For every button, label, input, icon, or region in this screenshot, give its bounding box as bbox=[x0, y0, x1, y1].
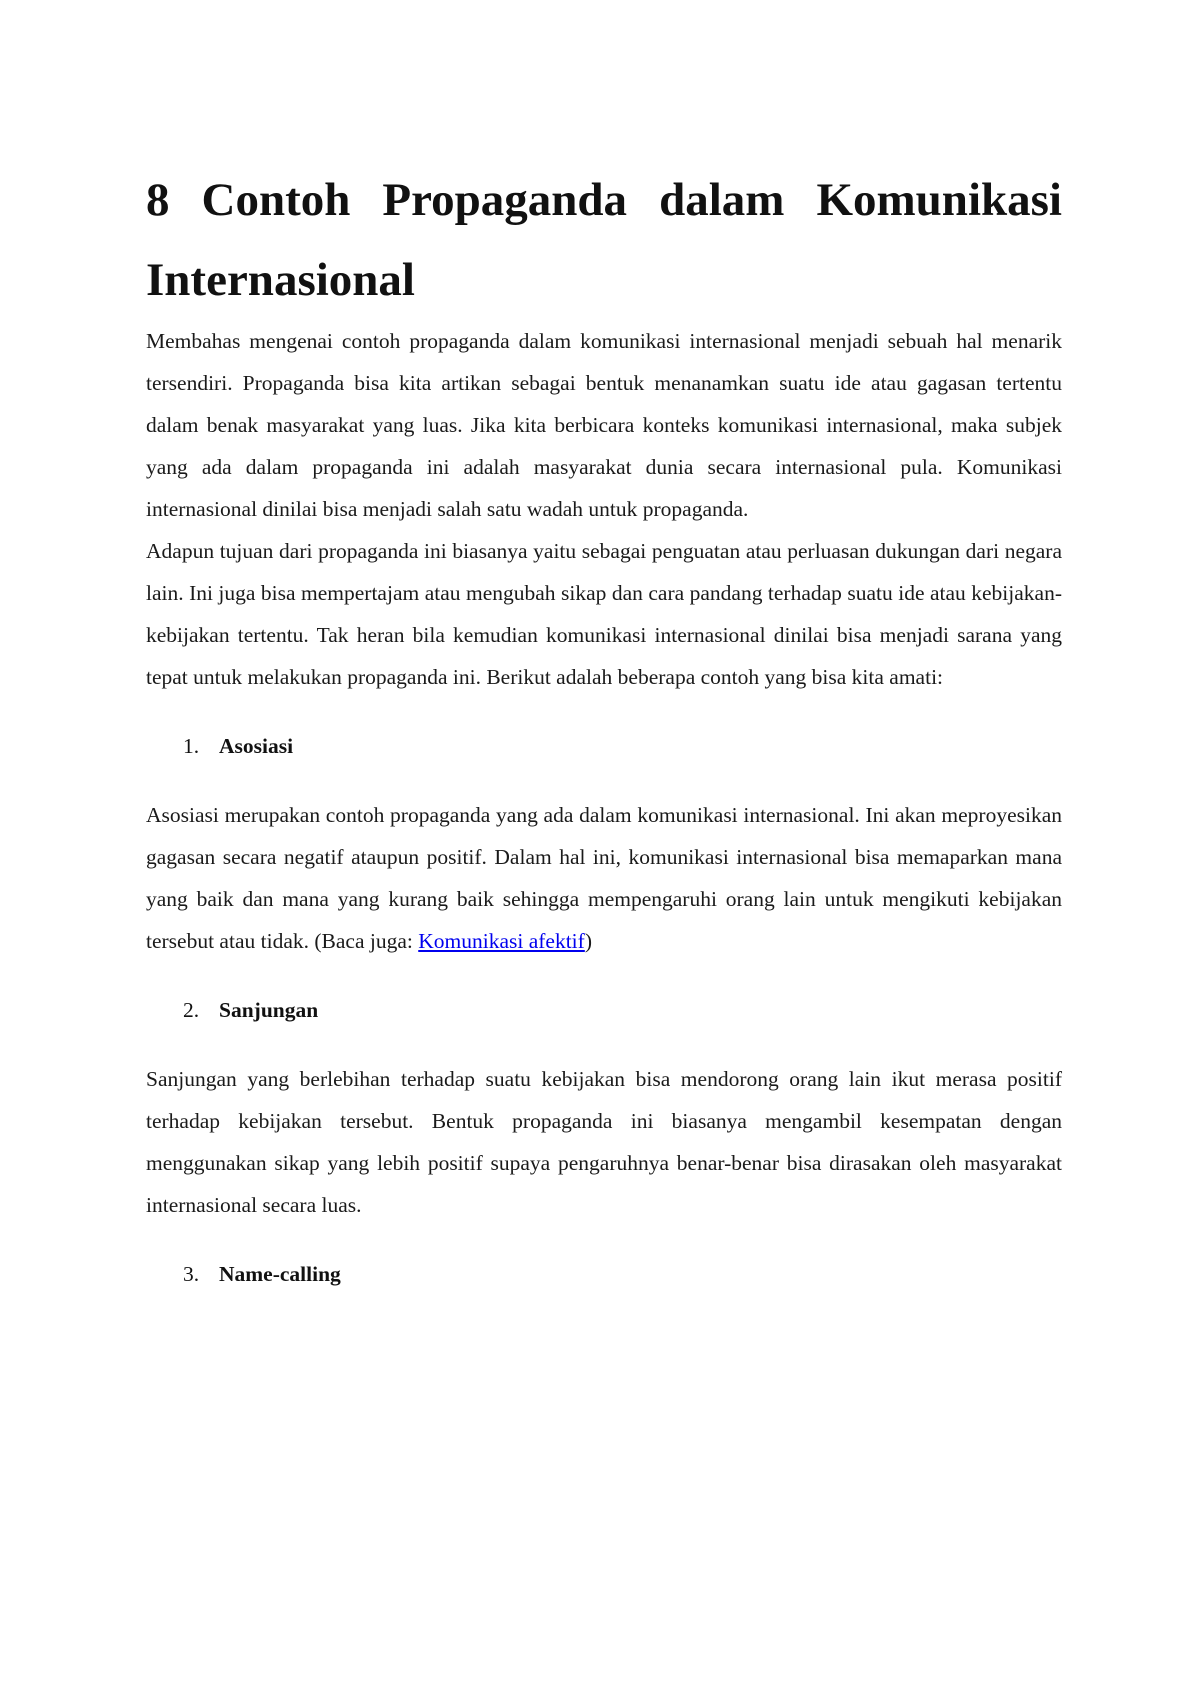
section-heading-asosiasi bbox=[146, 725, 1062, 767]
list-number: 1. bbox=[183, 734, 200, 758]
list-number: 3. bbox=[183, 1262, 200, 1286]
section-body-end: ) bbox=[584, 929, 592, 953]
list-number: 2. bbox=[183, 998, 200, 1022]
document-page bbox=[146, 160, 1062, 1322]
section-body-asosiasi bbox=[146, 794, 1062, 962]
section-body-sanjungan: Sanjungan yang berlebihan terhadap suatu kebijakan bisa mendorong orang lain ikut merasa positif terhadap kebijakan tersebut. Bentuk propaganda ini biasanya mengambil kesempatan dengan menggunakan sikap yang lebih positif supaya pengaruhnya benar-benar bisa dirasakan oleh masyarakat internasional secara luas. bbox=[146, 1067, 1062, 1217]
section-heading-sanjungan bbox=[146, 989, 1062, 1031]
document-title: 8 Contoh Propaganda dalam Komunikasi Internasional bbox=[146, 174, 1062, 306]
intro-paragraph: Membahas mengenai contoh propaganda dalam komunikasi internasional menjadi sebuah hal menarik tersendiri. Propaganda bisa kita artikan sebagai bentuk menanamkan suatu ide atau gagasan tertentu dalam benak masyarakat yang luas. Jika kita berbicara konteks komunikasi internasional, maka subjek yang ada dalam propaganda ini adalah masyarakat dunia secara internasional pula. Komunikasi internasional dinilai bisa menjadi salah satu wadah untuk propaganda. bbox=[146, 329, 1062, 521]
section-body-text: Asosiasi merupakan contoh propaganda yang ada dalam komunikasi internasional. Ini akan meproyesikan gagasan secara negatif ataupun positif. Dalam hal ini, komunikasi internasional bisa memaparkan mana yang baik dan mana yang kurang baik sehingga mempengaruhi orang lain untuk mengikuti kebijakan tersebut atau tidak. (Baca juga: bbox=[146, 803, 1062, 953]
section-heading-label: Asosiasi bbox=[219, 734, 294, 758]
section-heading-name-calling bbox=[146, 1253, 1062, 1295]
komunikasi-afektif-link[interactable]: Komunikasi afektif bbox=[418, 929, 585, 953]
section-heading-label: Sanjungan bbox=[219, 998, 319, 1022]
section-heading-label: Name-calling bbox=[219, 1262, 341, 1286]
intro-paragraph: Adapun tujuan dari propaganda ini biasanya yaitu sebagai penguatan atau perluasan dukungan dari negara lain. Ini juga bisa mempertajam atau mengubah sikap dan cara pandang terhadap suatu ide atau kebijakan-kebijakan tertentu. Tak heran bila kemudian komunikasi internasional dinilai bisa menjadi sarana yang tepat untuk melakukan propaganda ini. Berikut adalah beberapa contoh yang bisa kita amati: bbox=[146, 539, 1062, 689]
